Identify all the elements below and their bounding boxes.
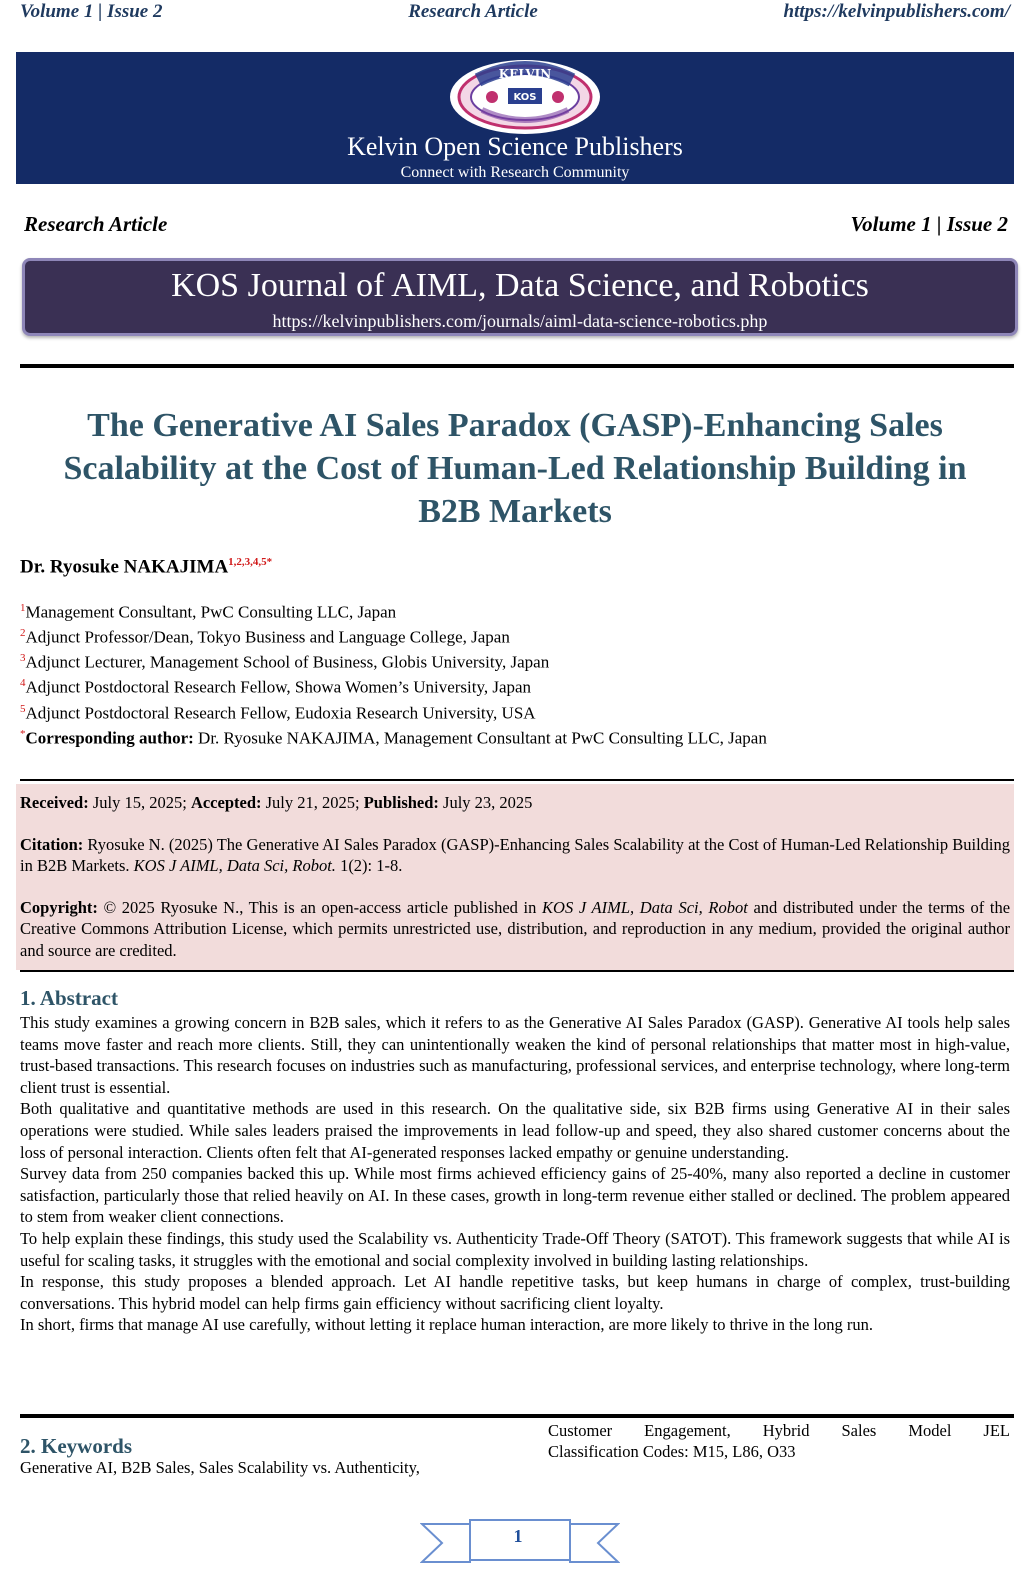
abstract-paragraph: Survey data from 250 companies backed this up. While most firms achieved efficiency gains of 25-40%, many also reported a decline in customer satisfaction, particularly those that relied heavily on AI. In these cases, growth in long-term revenue either stalled or declined. The problem appeared to stem from weaker client connections. (20, 1164, 1010, 1227)
author-name: Dr. Ryosuke NAKAJIMA (20, 556, 229, 578)
affiliation: $^1$Management Consultant, PwC Consulting LLC, Japan (20, 602, 397, 622)
abstract-paragraph: In short, firms that manage AI use carefully, without letting it replace human interaction, are more likely to thrive in the long run. (20, 1315, 874, 1335)
running-header (20, 0, 1010, 24)
divider (20, 1414, 1014, 1418)
abstract-paragraph: In response, this study proposes a blended approach. Let AI handle repetitive tasks, but keep humans in charge of complex, trust-building conversations. This hybrid model can help firms gain efficiency without sacrificing client loyalty. (20, 1272, 1010, 1313)
divider (20, 779, 1014, 781)
article-type: Research Article (24, 211, 168, 236)
affiliation: $^3$Adjunct Lecturer, Management School of Business, Globis University, Japan (20, 652, 550, 672)
journal-title: KOS Journal of AIML, Data Science, and Robotics (171, 267, 869, 304)
logo-subtext: KOS (513, 92, 537, 103)
corresponding-text: Dr. Ryosuke NAKAJIMA, Management Consultant at PwC Consulting LLC, Japan (198, 728, 767, 748)
publisher-banner (16, 52, 1014, 184)
abstract-body (20, 1012, 1010, 1336)
corresponding-label: Corresponding author: (25, 728, 194, 748)
corresponding-mark: * (20, 728, 26, 740)
affiliation: $^5$Adjunct Postdoctoral Research Fellow, Eudoxia Research University, USA (20, 702, 536, 723)
divider (20, 970, 1014, 972)
publisher-name: Kelvin Open Science Publishers (347, 132, 683, 161)
dates: Received: July 15, 2025; Accepted: July 21, 2025; Published: July 23, 2025 (20, 793, 533, 812)
abstract-paragraph: To help explain these findings, this study used the Scalability vs. Authenticity Trade-Off Theory (SATOT). This framework suggests that while AI is useful for scaling tasks, it struggles with the emotional and social complexity involved in building lasting relationships. (20, 1228, 1010, 1270)
copyright: Copyright: © 2025 Ryosuke N., This is an open-access article published in KOS J AIML, Data Sci, Robot and distributed under the terms of the Creative Commons Attribution License, which permits unrestricted use, distribution, and reproduction in any medium, provided the original author and source are credited. (20, 897, 1011, 960)
affiliation: $^2$Adjunct Professor/Dean, Tokyo Business and Language College, Japan (20, 627, 510, 647)
abstract-heading: 1. Abstract (20, 986, 118, 1010)
corresponding-author (20, 728, 767, 749)
title-line-1: The Generative AI Sales Paradox (GASP)-Enhancing Sales (87, 407, 943, 444)
abstract-paragraph: Both qualitative and quantitative methods are used in this research. On the qualitative side, six B2B firms using Generative AI in their sales operations were studied. While sales leaders praised the improvements in lead follow-up and speed, they also shared customer concerns about the loss of personal interaction. Clients often felt that AI-generated responses lacked empathy or genuine understanding. (20, 1099, 1010, 1162)
journal-banner (22, 258, 1018, 336)
title-line-2: Scalability at the Cost of Human-Led Relationship Building in (63, 450, 967, 487)
meta-row (24, 210, 1008, 238)
author (20, 556, 272, 578)
affiliations (20, 598, 549, 724)
header-volume-issue: Volume 1 | Issue 2 (20, 1, 163, 22)
title-line-3: B2B Markets (418, 493, 612, 530)
divider (20, 364, 1014, 368)
article-info-box (16, 784, 1014, 970)
journal-url[interactable]: https://kelvinpublishers.com/journals/aiml-data-science-robotics.php (272, 311, 768, 331)
header-url[interactable]: https://kelvinpublishers.com/ (783, 1, 1010, 22)
abstract-paragraph: This study examines a growing concern in B2B sales, which it refers to as the Generative AI Sales Paradox (GASP). Generative AI tools help sales teams move faster and reach more clients. Still, they can unintentionally weaken the kind of personal relationships that matter most in high-value, trust-based transactions. This research focuses on industries such as manufacturing, professional services, and enterprise technology, where long-term client trust is essential. (20, 1013, 1010, 1097)
publisher-logo (448, 58, 602, 136)
keywords-heading: 2. Keywords (20, 1434, 132, 1458)
affiliation: $^4$Adjunct Postdoctoral Research Fellow, Showa Women’s University, Japan (20, 677, 532, 698)
citation: Citation: Ryosuke N. (2025) The Generative AI Sales Paradox (GASP)-Enhancing Sales Scalability at the Cost of Human-Led Relationship Building in B2B Markets. KOS J AIML, Data Sci, Robot. 1(2): 1-8. (20, 834, 1010, 875)
volume-issue: Volume 1 | Issue 2 (850, 211, 1008, 236)
paper-title (14, 404, 1016, 533)
header-article-type: Research Article (408, 1, 538, 22)
logo-text: KELVIN (498, 67, 552, 81)
keywords-left: Generative AI, B2B Sales, Sales Scalability vs. Authenticity, (20, 1458, 420, 1477)
page-number: 1 (513, 1526, 523, 1546)
publisher-tagline: Connect with Research Community (400, 164, 630, 181)
author-superscript: 1,2,3,4,5* (228, 556, 273, 568)
keywords-right: Customer Engagement, Hybrid Sales Model JEL Classification Codes: M15, L86, O33 (548, 1421, 1010, 1461)
